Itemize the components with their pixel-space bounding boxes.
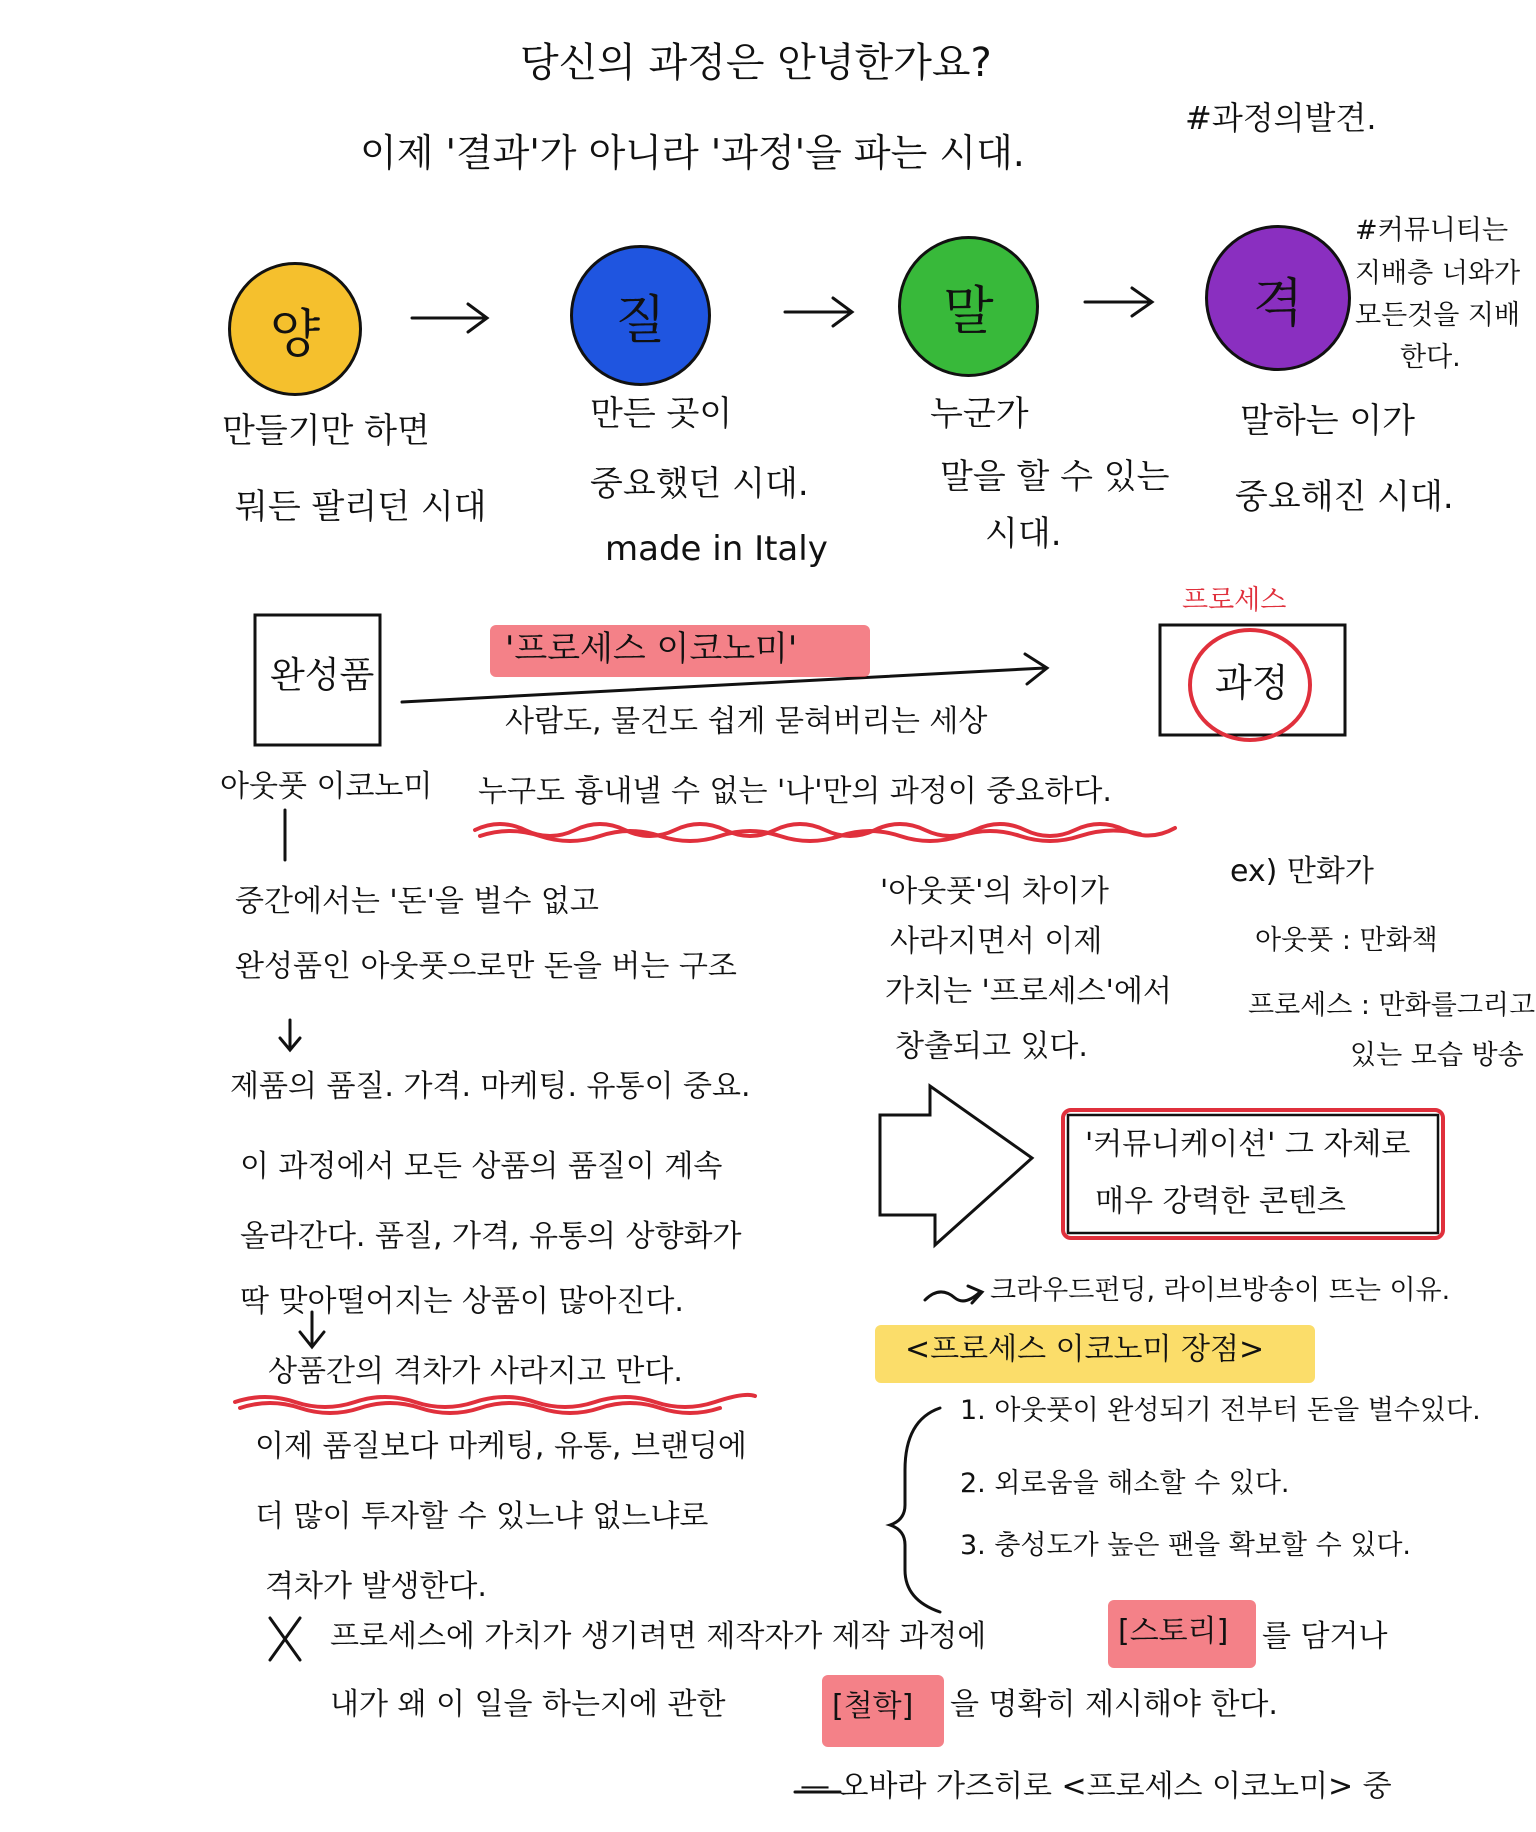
outcome-economy-label: 아웃풋 이코노미 (220, 769, 433, 804)
stage-caption: 만들기만 하면 (222, 411, 430, 451)
stage-circle-quality (570, 245, 711, 386)
big-arrow-icon (880, 1086, 1032, 1245)
arrow-text: 사람도, 물건도 쉽게 묻혀버리는 세상 (505, 704, 988, 739)
stage-symbol: 질 (615, 291, 666, 351)
stage-circle-voice (898, 236, 1039, 377)
wavy-underline-1 (475, 824, 1175, 836)
down-arrow-1-icon (280, 1020, 300, 1050)
arrow-3-icon (1085, 288, 1152, 316)
example-line: 프로세스 : 만화를그리고 (1248, 990, 1536, 1021)
communication-text: 매우 강력한 콘텐츠 (1095, 1184, 1346, 1219)
advantage-item: 2. 외로움을 해소할 수 있다. (960, 1468, 1290, 1499)
reason-text: 크라우드펀딩, 라이브방송이 뜨는 이유. (990, 1275, 1451, 1306)
bottom-note-line: 내가 왜 이 일을 하는지에 관한 (330, 1687, 726, 1722)
x-mark-icon (270, 1618, 300, 1660)
right-text: '아웃풋'의 차이가 (880, 874, 1109, 909)
page-subtitle: 이제 '결과'가 아니라 '과정'을 파는 시대. (360, 131, 1025, 175)
stage-caption: 중요해진 시대. (1235, 477, 1454, 517)
stage-caption: 시대. (985, 514, 1062, 554)
left-text: 완성품인 아웃풋으로만 돈을 버는 구조 (235, 949, 737, 984)
right-text: 창출되고 있다. (895, 1029, 1088, 1064)
hashtag-discovery: #과정의발견. (1185, 99, 1377, 137)
bottom-note-line: 를 담거나 (1262, 1619, 1388, 1654)
advantages-title: <프로세스 이코노미 장점> (905, 1332, 1265, 1367)
advantage-item: 1. 아웃풋이 완성되기 전부터 돈을 벌수있다. (960, 1395, 1481, 1426)
page-title: 당신의 과정은 안녕한가요? (520, 40, 992, 86)
stage-caption: 중요했던 시대. (590, 464, 809, 504)
story-keyword: [스토리] (1118, 1614, 1229, 1649)
stage-caption: 뭐든 팔리던 시대 (235, 487, 487, 527)
left-text: 이제 품질보다 마케팅, 유통, 브랜딩에 (255, 1429, 747, 1464)
source-citation: — 오바라 가즈히로 <프로세스 이코노미> 중 (800, 1769, 1392, 1804)
community-note: 모든것을 지배 (1355, 300, 1521, 331)
process-box-label: 과정 (1215, 661, 1289, 705)
example-line: 있는 모습 방송 (1350, 1040, 1524, 1071)
bottom-note-line: 을 명확히 제시해야 한다. (950, 1687, 1278, 1722)
advantage-item: 3. 충성도가 높은 팬을 확보할 수 있다. (960, 1530, 1411, 1561)
stage-caption: made in Italy (605, 529, 828, 569)
left-text: 올라간다. 품질, 가격, 유통의 상향화가 (240, 1219, 742, 1254)
bottom-note-line: 프로세스에 가치가 생기려면 제작자가 제작 과정에 (330, 1619, 987, 1654)
philosophy-keyword: [철학] (832, 1689, 914, 1724)
example-line: 아웃풋 : 만화책 (1255, 925, 1438, 956)
left-text-emphasis: 상품간의 격차가 사라지고 만다. (268, 1354, 683, 1389)
stage-symbol: 양 (269, 304, 321, 365)
arrow-2-icon (785, 298, 852, 326)
community-note: 지배층 너와가 (1355, 258, 1521, 289)
stage-symbol: 격 (1252, 273, 1304, 334)
communication-text: '커뮤니케이션' 그 자체로 (1085, 1127, 1411, 1162)
arrow-text-emphasis: 누구도 흉내낼 수 없는 '나'만의 과정이 중요하다. (478, 774, 1112, 809)
stage-caption: 말을 할 수 있는 (940, 457, 1170, 497)
stage-caption: 만든 곳이 (590, 394, 733, 434)
right-text: 사라지면서 이제 (890, 924, 1103, 959)
right-text: 가치는 '프로세스'에서 (885, 974, 1172, 1009)
stage-circle-quantity (228, 262, 362, 396)
community-note: 한다. (1400, 342, 1461, 373)
left-text: 중간에서는 '돈'을 벌수 없고 (235, 884, 599, 919)
brace-icon (890, 1408, 940, 1612)
arrow-1-icon (412, 304, 487, 332)
stage-caption: 누군가 (930, 394, 1029, 434)
squiggle-arrow-icon (925, 1286, 982, 1303)
process-tag: 프로세스 (1182, 585, 1287, 616)
left-text: 딱 맞아떨어지는 상품이 많아진다. (240, 1284, 684, 1319)
process-economy-label: '프로세스 이코노미' (505, 629, 798, 669)
example-title: ex) 만화가 (1230, 854, 1374, 889)
community-note: #커뮤니티는 (1355, 215, 1509, 246)
left-text: 이 과정에서 모든 상품의 품질이 계속 (240, 1149, 723, 1184)
stage-caption: 말하는 이가 (1240, 401, 1416, 441)
left-text: 제품의 품질. 가격. 마케팅. 유통이 중요. (230, 1069, 751, 1104)
left-text: 더 많이 투자할 수 있느냐 없느냐로 (255, 1499, 709, 1534)
outcome-box-label: 완성품 (270, 655, 375, 696)
stage-symbol: 말 (943, 282, 994, 342)
stage-circle-status (1205, 225, 1351, 371)
left-text: 격차가 발생한다. (265, 1569, 487, 1604)
